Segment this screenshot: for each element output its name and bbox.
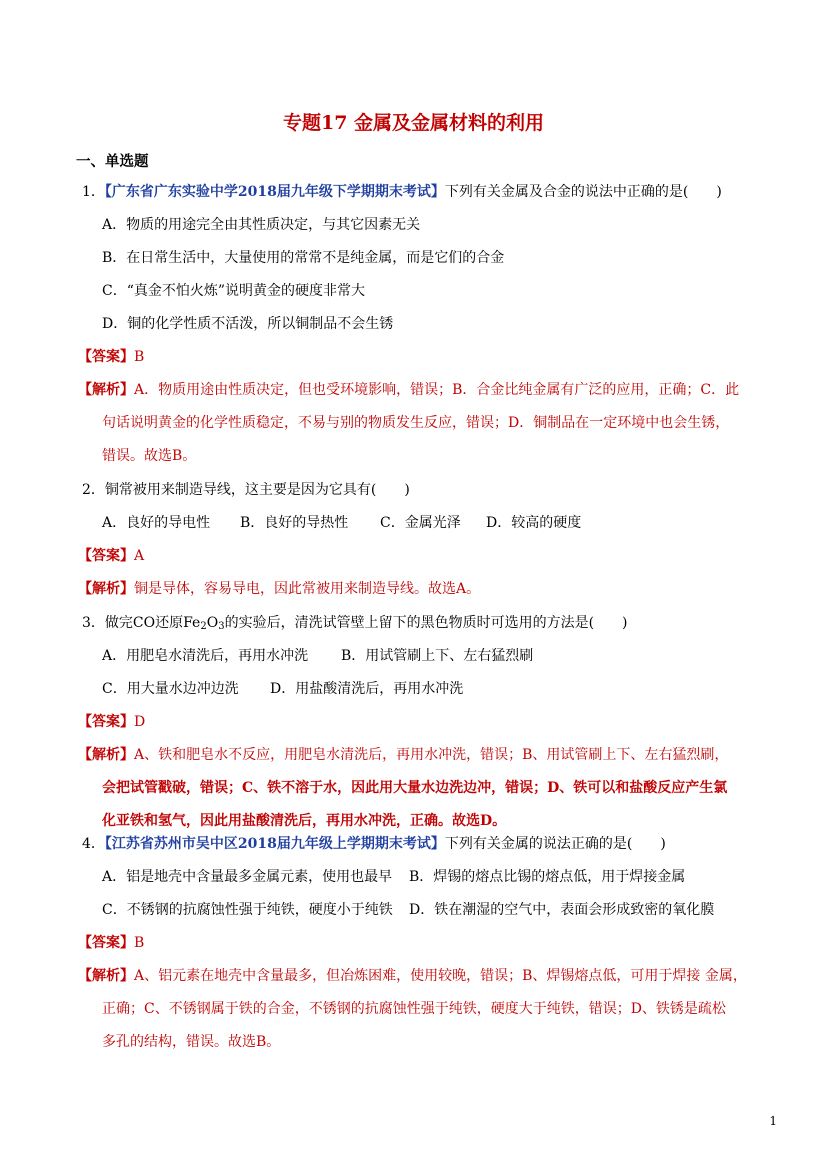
answer-value: A [134,548,145,564]
answer [78,706,762,739]
option-d: D．铁在潮湿的空气中，表面会形成致密的氧化膜 [409,902,715,918]
analysis-text: 错误。故选B。 [102,448,197,464]
question-number: 3． [82,615,105,631]
answer-label: 【答案】 [78,349,134,365]
answer-label: 【答案】 [78,714,134,730]
answer [78,927,762,960]
analysis-text: 多孔的结构，错误。故选B。 [102,1034,281,1050]
option-a: A．铝是地壳中含量最多金属元素，使用也最早 [102,869,393,885]
analysis-label: 【解析】 [78,581,134,597]
option-d: D．较高的硬度 [486,515,582,531]
option-c: C．金属光泽 [380,515,461,531]
option-c: C．用大量水边冲边洗 [102,681,239,697]
analysis-text: A、铁和肥皂水不反应，用肥皂水清洗后，再用水冲洗，错误；B、用试管刷上下、左右猛烈刷， [134,747,729,763]
analysis [78,960,762,993]
answer-value: B [134,935,145,951]
question-number: 2． [82,482,105,498]
analysis-text: 会把试管戳破，错误；C、铁不溶于水，因此用大量水边洗边冲，错误；D、铁可以和盐酸反应产生氯 [102,780,728,796]
question-number: 4． [82,836,105,852]
question-text: 下列有关金属及合金的说法中正确的是( ) [444,184,722,200]
option-c: C．不锈钢的抗腐蚀性强于纯铁，硬度小于纯铁 [102,902,393,918]
answer-value: D [134,714,146,730]
analysis-label: 【解析】 [78,747,134,763]
subscript: 3 [218,621,225,632]
question-text: 下列有关金属的说法正确的是( ) [444,836,666,852]
analysis [78,374,762,407]
question-number: 1． [82,184,105,200]
option-b: B．良好的导热性 [240,515,349,531]
question-3 [78,607,762,838]
option-c: C．“真金不怕火炼”说明黄金的硬度非常大 [102,283,366,299]
subscript: 2 [200,621,207,632]
option-d: D．用盐酸清洗后，再用水冲洗 [270,681,464,697]
section-heading: 一、单选题 [76,153,149,170]
answer [78,540,762,573]
answer [78,341,762,374]
option-b: B．用试管刷上下、左右猛烈刷 [341,648,534,664]
answer-label: 【答案】 [78,935,134,951]
analysis-text: 铜是导体，容易导电，因此常被用来制造导线。故选A。 [134,581,481,597]
question-text: 做完CO还原Fe [104,615,201,631]
analysis-text: A．物质用途由性质决定，但也受环境影响，错误；B．合金比纯金属有广泛的应用，正确；C．此 [134,382,740,398]
options-row [82,861,762,894]
options-row [82,640,762,673]
page-number: 1 [769,1114,777,1128]
analysis-text: 句话说明黄金的化学性质稳定，不易与别的物质发生反应，错误；D．铜制品在一定环境中也会生锈， [102,415,730,431]
analysis-text: A、铝元素在地壳中含量最多，但冶炼困难，使用较晚，错误；B、焊锡熔点低，可用于焊接 金属， [134,968,747,984]
analysis-text: 正确；C、不锈钢属于铁的合金，不锈钢的抗腐蚀性强于纯铁，硬度大于纯铁，错误；D、铁锈是疏松 [102,1001,726,1017]
question-stem [82,176,762,209]
option-a: A．良好的导电性 [102,515,211,531]
option-b: B．在日常生活中，大量使用的常常不是纯金属，而是它们的合金 [102,250,505,266]
answer-value: B [134,349,145,365]
analysis [78,573,762,606]
page-title: 专题17 金属及金属材料的利用 [282,112,545,134]
option-b: B．焊锡的熔点比锡的熔点低，用于焊接金属 [409,869,686,885]
question-1 [78,176,762,473]
question-4 [78,828,762,1059]
question-source: 【广东省广东实验中学2018届九年级下学期期末考试】 [104,184,445,200]
analysis-label: 【解析】 [78,382,134,398]
analysis-text: 化亚铁和氢气，因此用盐酸清洗后，再用水冲洗，正确。故选D。 [102,813,507,829]
question-stem [82,607,762,640]
options-row [82,507,762,540]
question-stem [82,828,762,861]
option-a: A．用肥皂水清洗后，再用水冲洗 [102,648,309,664]
options-row [82,894,762,927]
question-text: 铜常被用来制造导线，这主要是因为它具有( ) [104,482,410,498]
option-d: D．铜的化学性质不活泼，所以铜制品不会生锈 [102,316,394,332]
question-stem [82,474,762,507]
options-row [82,673,762,706]
analysis-label: 【解析】 [78,968,134,984]
option-a: A．物质的用途完全由其性质决定，与其它因素无关 [102,217,421,233]
question-text: 的实验后，清洗试管壁上留下的黑色物质时可选用的方法是( ) [224,615,628,631]
answer-label: 【答案】 [78,548,134,564]
question-source: 【江苏省苏州市吴中区2018届九年级上学期期末考试】 [104,836,445,852]
question-2 [78,474,762,606]
question-text: O [206,615,219,631]
analysis [78,739,762,772]
